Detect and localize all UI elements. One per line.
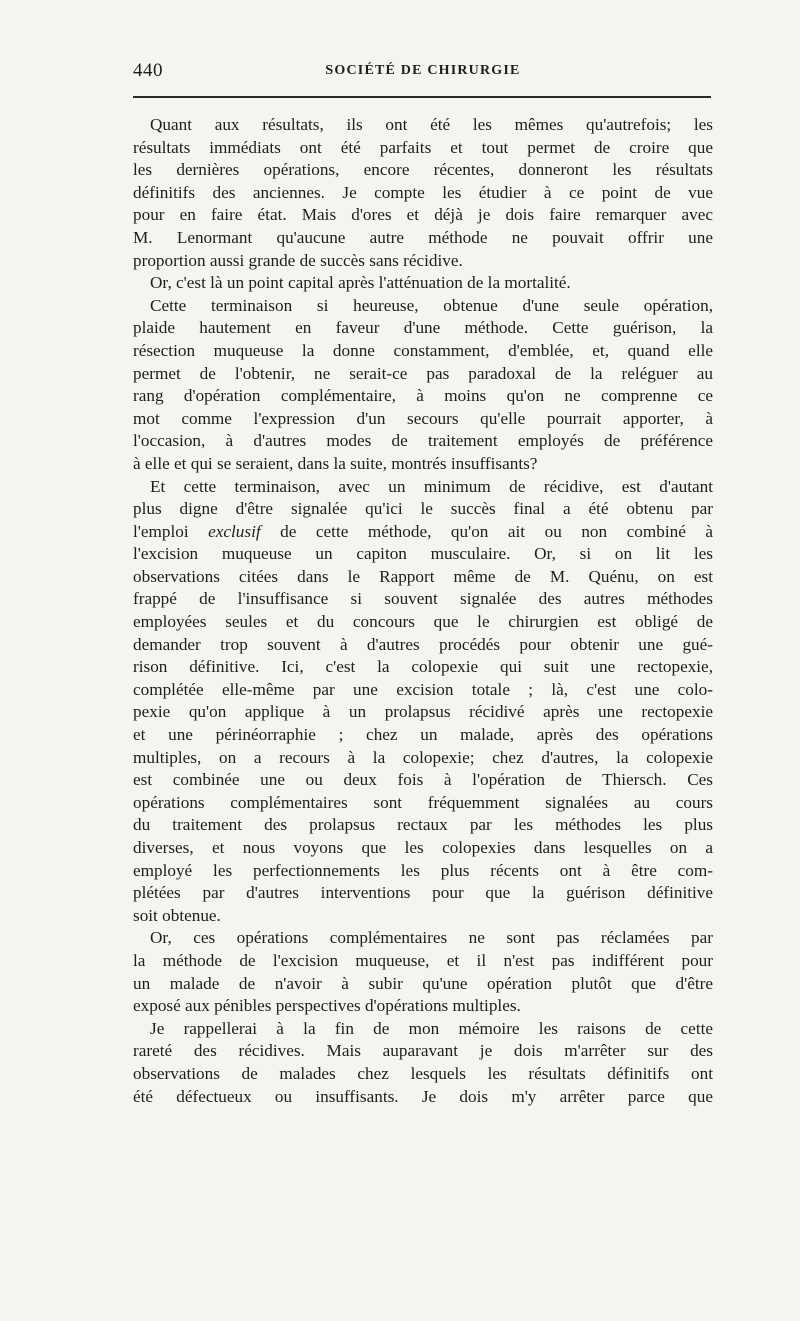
text-line: Or, ces opérations complémentaires ne sont pas réclamées par	[150, 928, 713, 948]
text-line-with-emphasis	[133, 521, 713, 544]
text-line: pour en faire état. Mais d'ores et déjà je dois faire remarquer avec	[133, 205, 713, 225]
text-line: employé les perfectionnements les plus récents ont à être com-	[133, 860, 713, 880]
text-line: proportion aussi grande de succès sans récidive.	[133, 250, 463, 270]
text-line: Quant aux résultats, ils ont été les mêmes qu'autrefois; les	[150, 115, 713, 134]
paragraph-5	[133, 927, 713, 1017]
emphasized-word: exclusif	[208, 521, 261, 541]
text-line: frappé de l'insuffisance si souvent signalée des autres méthodes	[133, 589, 713, 609]
text-line: soit obtenue.	[133, 905, 221, 925]
text-line: à elle et qui se seraient, dans la suite, montrés insuffisants?	[133, 453, 538, 473]
text-fragment: l'emploi	[133, 521, 209, 541]
text-line: plaide hautement en faveur d'une méthode. Cette guérison, la	[133, 318, 713, 338]
paragraph-6	[133, 1018, 713, 1108]
text-line: les dernières opérations, encore récentes, donneront les résultats	[133, 160, 713, 180]
text-line: permet de l'obtenir, ne serait-ce pas paradoxal de la reléguer au	[133, 363, 713, 383]
text-line: observations citées dans le Rapport même de M. Quénu, on est	[133, 566, 713, 586]
running-head: SOCIÉTÉ DE CHIRURGIE	[325, 63, 521, 78]
text-line: la méthode de l'excision muqueuse, et il n'est pas indifférent pour	[133, 950, 713, 970]
text-line: résultats immédiats ont été parfaits et tout permet de croire que	[133, 137, 713, 157]
text-line: définitifs des anciennes. Je compte les étudier à ce point de vue	[133, 182, 713, 202]
text-line: Or, c'est là un point capital après l'atténuation de la mortalité.	[150, 273, 571, 293]
text-line: été défectueux ou insuffisants. Je dois m'y arrêter parce que	[133, 1086, 713, 1106]
text-line: observations de malades chez lesquels les résultats définitifs ont	[133, 1063, 713, 1083]
page-header	[133, 60, 713, 86]
text-line: rison définitive. Ici, c'est la colopexie qui suit une rectopexie,	[133, 657, 713, 677]
paragraph-2	[133, 272, 713, 295]
text-line: demander trop souvent à d'autres procédés pour obtenir une gué-	[133, 634, 713, 654]
text-line: l'occasion, à d'autres modes de traitement employés de préférence	[133, 431, 713, 451]
text-line: diverses, et nous voyons que les colopexies dans lesquelles on a	[133, 838, 713, 857]
text-line: plus digne d'être signalée qu'ici le succès final a été obtenu par	[133, 499, 713, 519]
text-line: multiples, on a recours à la colopexie; chez d'autres, la colopexie	[133, 747, 713, 767]
body-text	[133, 114, 713, 1108]
text-line: Je rappellerai à la fin de mon mémoire les raisons de cette	[150, 1018, 713, 1038]
text-line: mot comme l'expression d'un secours qu'elle pourrait apporter, à	[133, 408, 713, 428]
header-rule	[133, 96, 711, 98]
text-line: M. Lenormant qu'aucune autre méthode ne pouvait offrir une	[133, 227, 713, 247]
text-line: l'excision muqueuse un capiton musculaire. Or, si on lit les	[133, 544, 713, 564]
page-number: 440	[133, 60, 163, 81]
text-line: exposé aux pénibles perspectives d'opérations multiples.	[133, 996, 521, 1016]
text-line: pexie qu'on applique à un prolapsus récidivé après une rectopexie	[133, 702, 713, 722]
text-line: est combinée une ou deux fois à l'opération de Thiersch. Ces	[133, 770, 713, 790]
paragraph-1	[133, 114, 713, 272]
text-line: complétée elle-même par une excision totale ; là, c'est une colo-	[133, 679, 713, 699]
text-line: du traitement des prolapsus rectaux par les méthodes les plus	[133, 815, 713, 835]
text-line: résection muqueuse la donne constamment, d'emblée, et, quand elle	[133, 340, 713, 360]
text-line: un malade de n'avoir à subir qu'une opération plutôt que d'être	[133, 973, 713, 993]
text-line: Cette terminaison si heureuse, obtenue d'une seule opération,	[150, 295, 713, 315]
text-fragment: de cette méthode, qu'on ait ou non combiné à	[260, 521, 713, 541]
paragraph-3	[133, 295, 713, 476]
text-line: opérations complémentaires sont fréquemment signalées au cours	[133, 792, 713, 812]
text-line: rang d'opération complémentaire, à moins qu'on ne comprenne ce	[133, 386, 713, 406]
text-line: employées seules et du concours que le chirurgien est obligé de	[133, 612, 713, 632]
text-line: Et cette terminaison, avec un minimum de récidive, est d'autant	[150, 476, 713, 496]
text-line: rareté des récidives. Mais auparavant je dois m'arrêter sur des	[133, 1041, 713, 1061]
text-line: plétées par d'autres interventions pour que la guérison définitive	[133, 883, 713, 903]
text-line: et une périnéorraphie ; chez un malade, après des opérations	[133, 725, 713, 745]
paragraph-4	[133, 476, 713, 928]
